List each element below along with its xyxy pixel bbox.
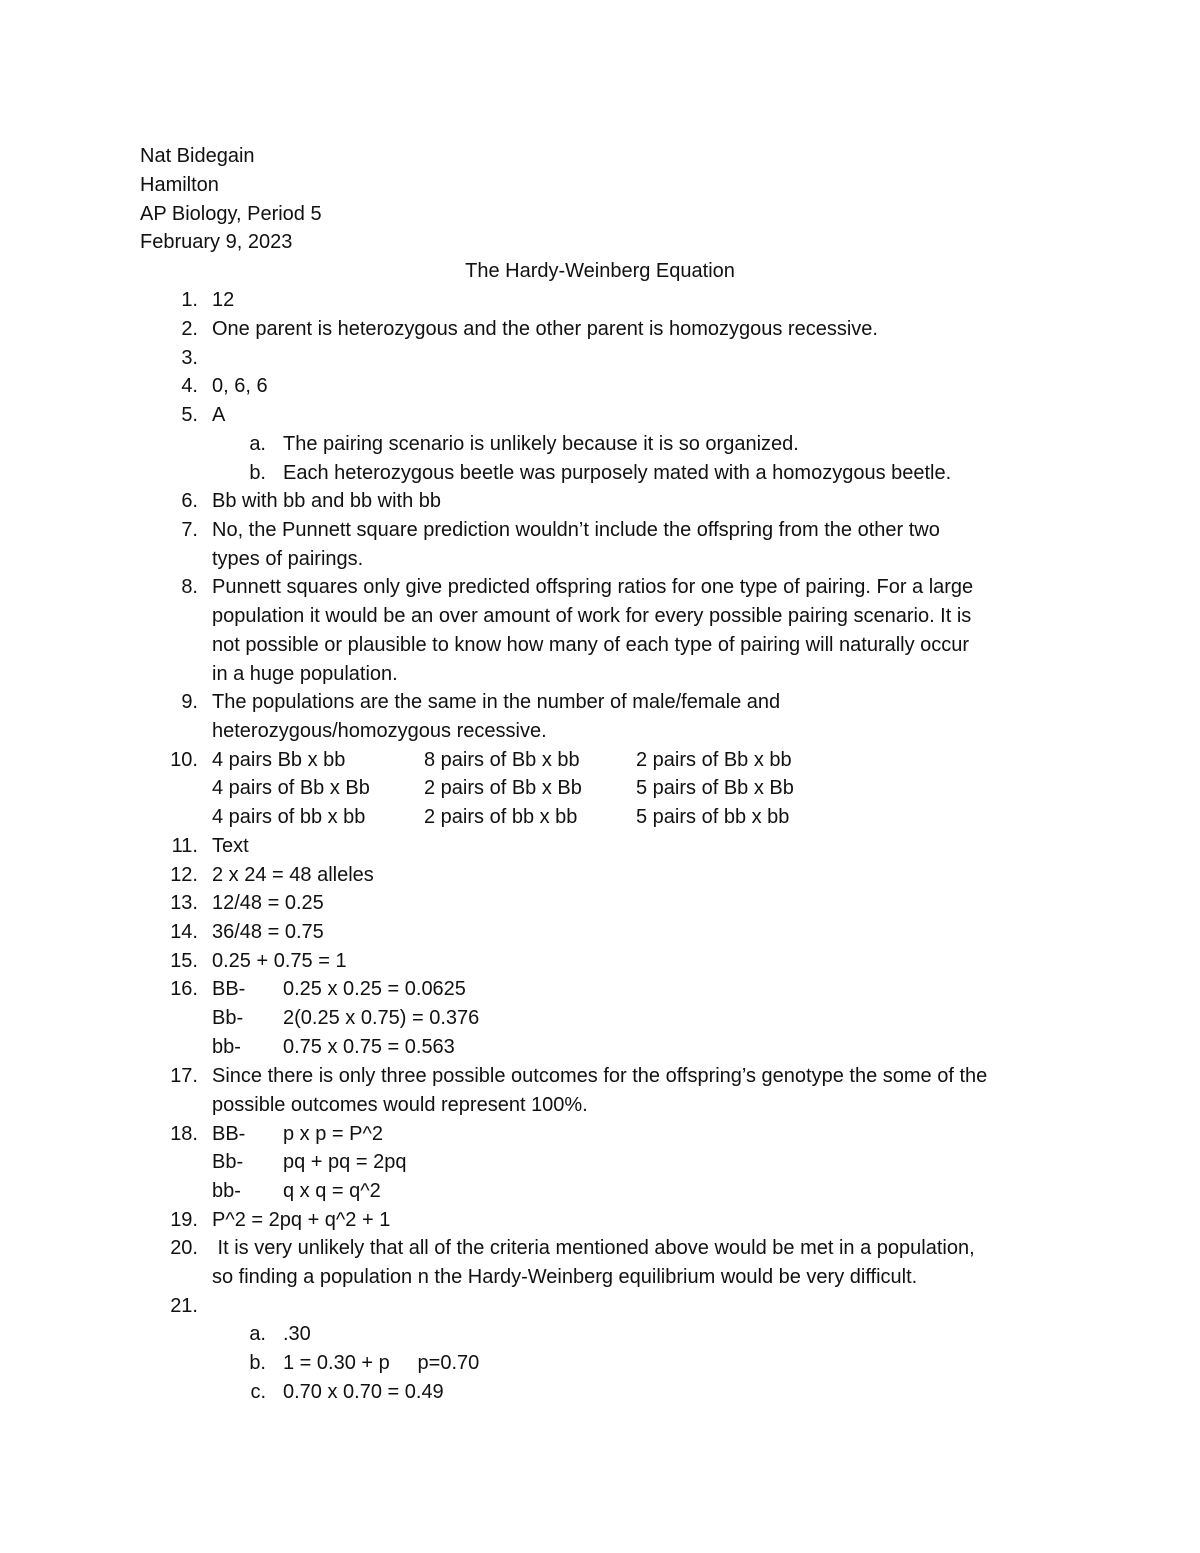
- genotype-calc: 2(0.25 x 0.75) = 0.376: [283, 1007, 480, 1029]
- genotype-label: BB-: [212, 1123, 246, 1145]
- course-period: AP Biology, Period 5: [140, 203, 322, 225]
- genotype-calc: 0.25 x 0.25 = 0.0625: [283, 978, 466, 1000]
- answer-20-line: It is very unlikely that all of the criteria mentioned above would be met in a population,: [212, 1237, 975, 1259]
- answer-5a: The pairing scenario is unlikely because it is so organized.: [283, 433, 799, 455]
- pairing-cell: 2 pairs of Bb x bb: [636, 749, 792, 771]
- answer-20-line: so finding a population n the Hardy-Weinberg equilibrium would be very difficult.: [212, 1266, 918, 1288]
- item-number-14: 14.: [170, 921, 198, 943]
- genotype-label: BB-: [212, 978, 246, 1000]
- answer-1: 12: [212, 289, 235, 311]
- answer-21c: 0.70 x 0.70 = 0.49: [283, 1381, 444, 1403]
- item-number-21: 21.: [170, 1295, 198, 1317]
- answer-15: 0.25 + 0.75 = 1: [212, 950, 347, 972]
- answer-19: P^2 = 2pq + q^2 + 1: [212, 1209, 391, 1231]
- item-number-7: 7.: [181, 519, 198, 541]
- pairing-cell: 4 pairs Bb x bb: [212, 749, 346, 771]
- answer-8-line: in a huge population.: [212, 663, 398, 685]
- answer-21a: .30: [283, 1323, 311, 1345]
- genotype-label: Bb-: [212, 1151, 244, 1173]
- genotype-formula: q x q = q^2: [283, 1180, 381, 1202]
- answer-11: Text: [212, 835, 249, 857]
- item-number-2: 2.: [181, 318, 198, 340]
- genotype-label: Bb-: [212, 1007, 244, 1029]
- pairing-cell: 2 pairs of Bb x Bb: [424, 777, 582, 799]
- student-name: Nat Bidegain: [140, 145, 255, 167]
- item-number-3: 3.: [181, 347, 198, 369]
- answer-12: 2 x 24 = 48 alleles: [212, 864, 374, 886]
- answer-6: Bb with bb and bb with bb: [212, 490, 442, 512]
- answer-7-line: No, the Punnett square prediction wouldn’t include the offspring from the other two: [212, 519, 940, 541]
- pairing-cell: 4 pairs of Bb x Bb: [212, 777, 370, 799]
- answer-17-line: Since there is only three possible outcomes for the offspring’s genotype the some of the: [212, 1065, 988, 1087]
- answer-8-line: Punnett squares only give predicted offspring ratios for one type of pairing. For a large: [212, 576, 974, 598]
- pairing-cell: 8 pairs of Bb x bb: [424, 749, 580, 771]
- item-number-12: 12.: [170, 864, 198, 886]
- answer-9-line: heterozygous/homozygous recessive.: [212, 720, 547, 742]
- sub-label-21b: b.: [249, 1352, 266, 1374]
- answer-5b: Each heterozygous beetle was purposely mated with a homozygous beetle.: [283, 462, 952, 484]
- answer-7-line: types of pairings.: [212, 548, 364, 570]
- item-number-6: 6.: [181, 490, 198, 512]
- item-number-5: 5.: [181, 404, 198, 426]
- item-number-11: 11.: [171, 835, 198, 857]
- sub-label-21c: c.: [250, 1381, 266, 1403]
- item-number-18: 18.: [170, 1123, 198, 1145]
- item-number-16: 16.: [170, 978, 198, 1000]
- teacher-name: Hamilton: [140, 174, 219, 196]
- item-number-13: 13.: [170, 892, 198, 914]
- item-number-20: 20.: [170, 1237, 198, 1259]
- sub-label-5b: b.: [249, 462, 266, 484]
- genotype-formula: p x p = P^2: [283, 1123, 383, 1145]
- answer-17-line: possible outcomes would represent 100%.: [212, 1094, 588, 1116]
- item-number-4: 4.: [181, 375, 198, 397]
- answer-5: A: [212, 404, 226, 426]
- sub-label-5a: a.: [249, 433, 266, 455]
- answer-2: One parent is heterozygous and the other parent is homozygous recessive.: [212, 318, 878, 340]
- answer-4: 0, 6, 6: [212, 375, 268, 397]
- item-number-15: 15.: [170, 950, 198, 972]
- pairing-cell: 5 pairs of bb x bb: [636, 806, 790, 828]
- item-number-8: 8.: [181, 576, 198, 598]
- genotype-calc: 0.75 x 0.75 = 0.563: [283, 1036, 455, 1058]
- pairing-cell: 2 pairs of bb x bb: [424, 806, 578, 828]
- answer-14: 36/48 = 0.75: [212, 921, 324, 943]
- genotype-label: bb-: [212, 1180, 241, 1202]
- pairing-cell: 4 pairs of bb x bb: [212, 806, 366, 828]
- answer-8-line: not possible or plausible to know how many of each type of pairing will naturally occur: [212, 634, 970, 656]
- answer-8-line: population it would be an over amount of work for every possible pairing scenario. It is: [212, 605, 972, 627]
- date: February 9, 2023: [140, 231, 293, 253]
- sub-label-21a: a.: [249, 1323, 266, 1345]
- genotype-formula: pq + pq = 2pq: [283, 1151, 407, 1173]
- item-number-1: 1.: [181, 289, 198, 311]
- item-number-9: 9.: [181, 691, 198, 713]
- item-number-10: 10.: [170, 749, 198, 771]
- pairing-cell: 5 pairs of Bb x Bb: [636, 777, 794, 799]
- item-number-19: 19.: [170, 1209, 198, 1231]
- answer-9-line: The populations are the same in the number of male/female and: [212, 691, 781, 713]
- answer-21b: 1 = 0.30 + p p=0.70: [283, 1352, 480, 1374]
- document-title: The Hardy-Weinberg Equation: [465, 260, 735, 282]
- answer-13: 12/48 = 0.25: [212, 892, 324, 914]
- item-number-17: 17.: [170, 1065, 198, 1087]
- genotype-label: bb-: [212, 1036, 241, 1058]
